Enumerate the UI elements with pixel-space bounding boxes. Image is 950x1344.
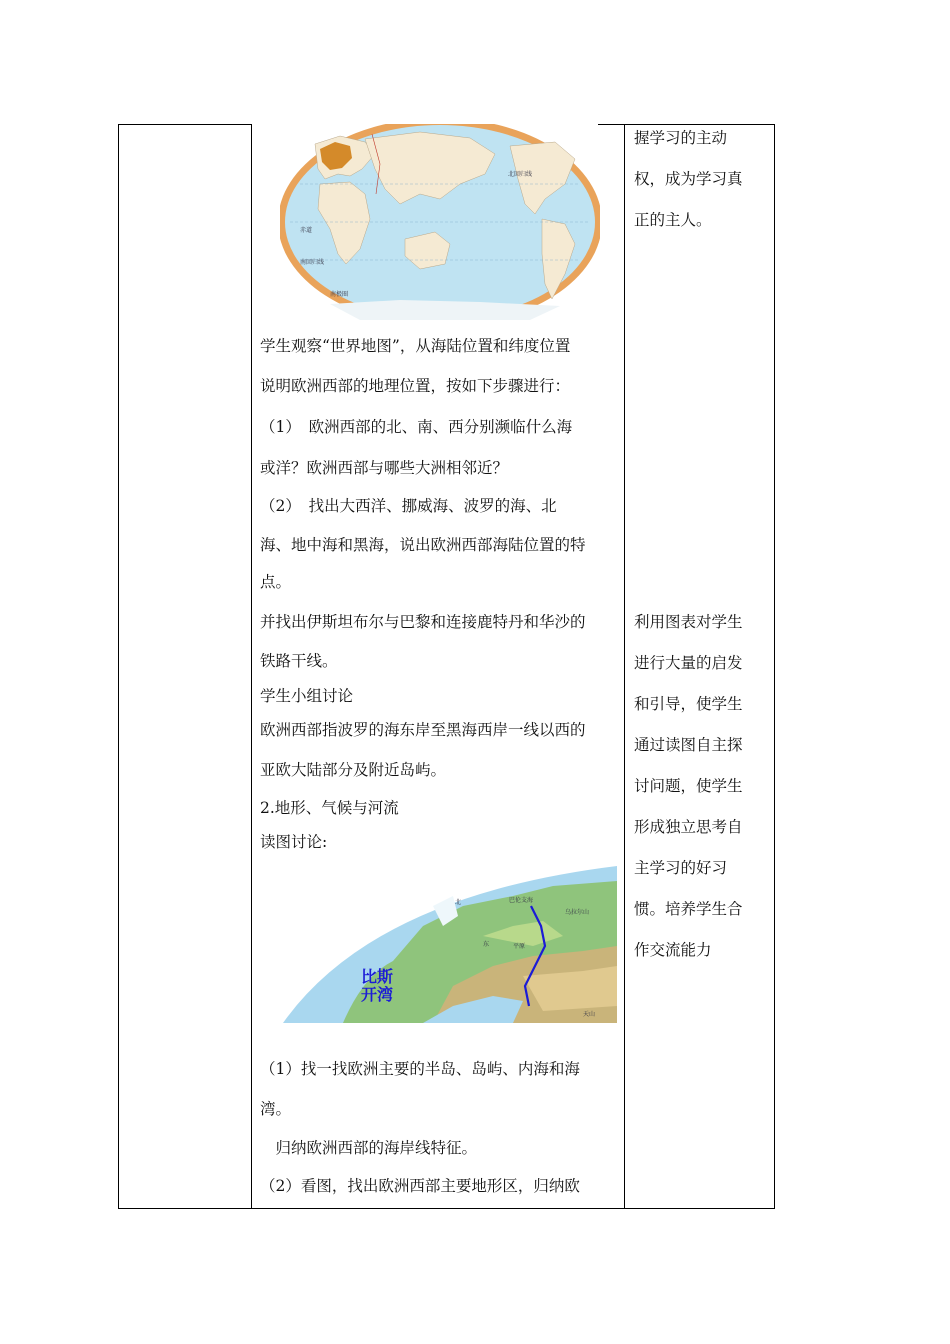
svg-text:天山: 天山 <box>583 1011 596 1018</box>
right-bottom-line3: 和引导，使学生 <box>634 695 743 713</box>
step1-line1: （1） 欧洲西部的北、南、西分别濒临什么海 <box>260 418 573 436</box>
right-bottom-line2: 进行大量的启发 <box>634 654 743 672</box>
svg-text:北: 北 <box>455 899 462 906</box>
right-top-line2: 权，成为学习真 <box>634 170 743 188</box>
svg-text:东: 东 <box>483 941 490 948</box>
q2-line: （2）看图，找出欧洲西部主要地形区，归纳欧 <box>260 1177 580 1195</box>
para1-line2: 说明欧洲西部的地理位置，按如下步骤进行： <box>260 377 571 395</box>
svg-text:乌拉尔山: 乌拉尔山 <box>565 909 590 916</box>
table-bottom-border <box>118 1208 775 1209</box>
europe-terrain-map <box>283 866 617 1023</box>
biscay-bay-label <box>361 968 393 1004</box>
column-divider-1 <box>251 124 252 1209</box>
step2-line3: 点。 <box>260 573 292 591</box>
right-top-line1: 握学习的主动 <box>634 129 728 147</box>
right-bottom-line9: 作交流能力 <box>634 941 712 959</box>
svg-text:赤道: 赤道 <box>300 227 313 234</box>
svg-text:巴伦支海: 巴伦支海 <box>509 897 534 904</box>
table-border-right <box>774 124 775 1209</box>
para2-line1: 并找出伊斯坦布尔与巴黎和连接鹿特丹和华沙的 <box>260 613 586 631</box>
right-bottom-line5: 讨问题，使学生 <box>634 777 743 795</box>
discuss-heading: 学生小组讨论 <box>260 687 354 705</box>
section2-heading: 2.地形、气候与河流 <box>260 799 399 817</box>
definition-line2: 亚欧大陆部分及附近岛屿。 <box>260 761 447 779</box>
svg-text:北回归线: 北回归线 <box>508 171 533 178</box>
table-border-left <box>118 124 119 1209</box>
right-bottom-line6: 形成独立思考自 <box>634 818 743 836</box>
para1-line1: 学生观察“世界地图”，从海陆位置和纬度位置 <box>260 337 571 355</box>
q1-line2: 湾。 <box>260 1100 292 1118</box>
right-bottom-line7: 主学习的好习 <box>634 859 728 877</box>
world-map <box>280 124 600 320</box>
step2-line1: （2） 找出大西洋、挪威海、波罗的海、北 <box>260 497 557 515</box>
q1b-line: 归纳欧洲西部的海岸线特征。 <box>260 1139 478 1157</box>
column-divider-2 <box>624 124 625 1209</box>
definition-line1: 欧洲西部指波罗的海东岸至黑海西岸一线以西的 <box>260 721 586 739</box>
table-top-border-left <box>118 124 252 125</box>
para2-line2: 铁路干线。 <box>260 652 338 670</box>
right-top-line3: 正的主人。 <box>634 211 712 229</box>
right-bottom-line1: 利用图表对学生 <box>634 613 743 631</box>
svg-text:平原: 平原 <box>513 943 526 950</box>
biscay-bay-label-line2: 开湾 <box>361 985 394 1004</box>
biscay-bay-label-line1: 比斯 <box>361 967 394 986</box>
q1-line1: （1）找一找欧洲主要的半岛、岛屿、内海和海 <box>260 1060 580 1078</box>
read-prompt: 读图讨论: <box>260 833 328 851</box>
svg-text:南回归线: 南回归线 <box>300 259 325 266</box>
right-bottom-line8: 惯。培养学生合 <box>634 900 743 918</box>
svg-text:南极圈: 南极圈 <box>330 291 349 298</box>
step2-line2: 海、地中海和黑海，说出欧洲西部海陆位置的特 <box>260 536 586 554</box>
step1-line2: 或洋？欧洲西部与哪些大洲相邻近？ <box>260 459 509 477</box>
right-bottom-line4: 通过读图自主探 <box>634 736 743 754</box>
